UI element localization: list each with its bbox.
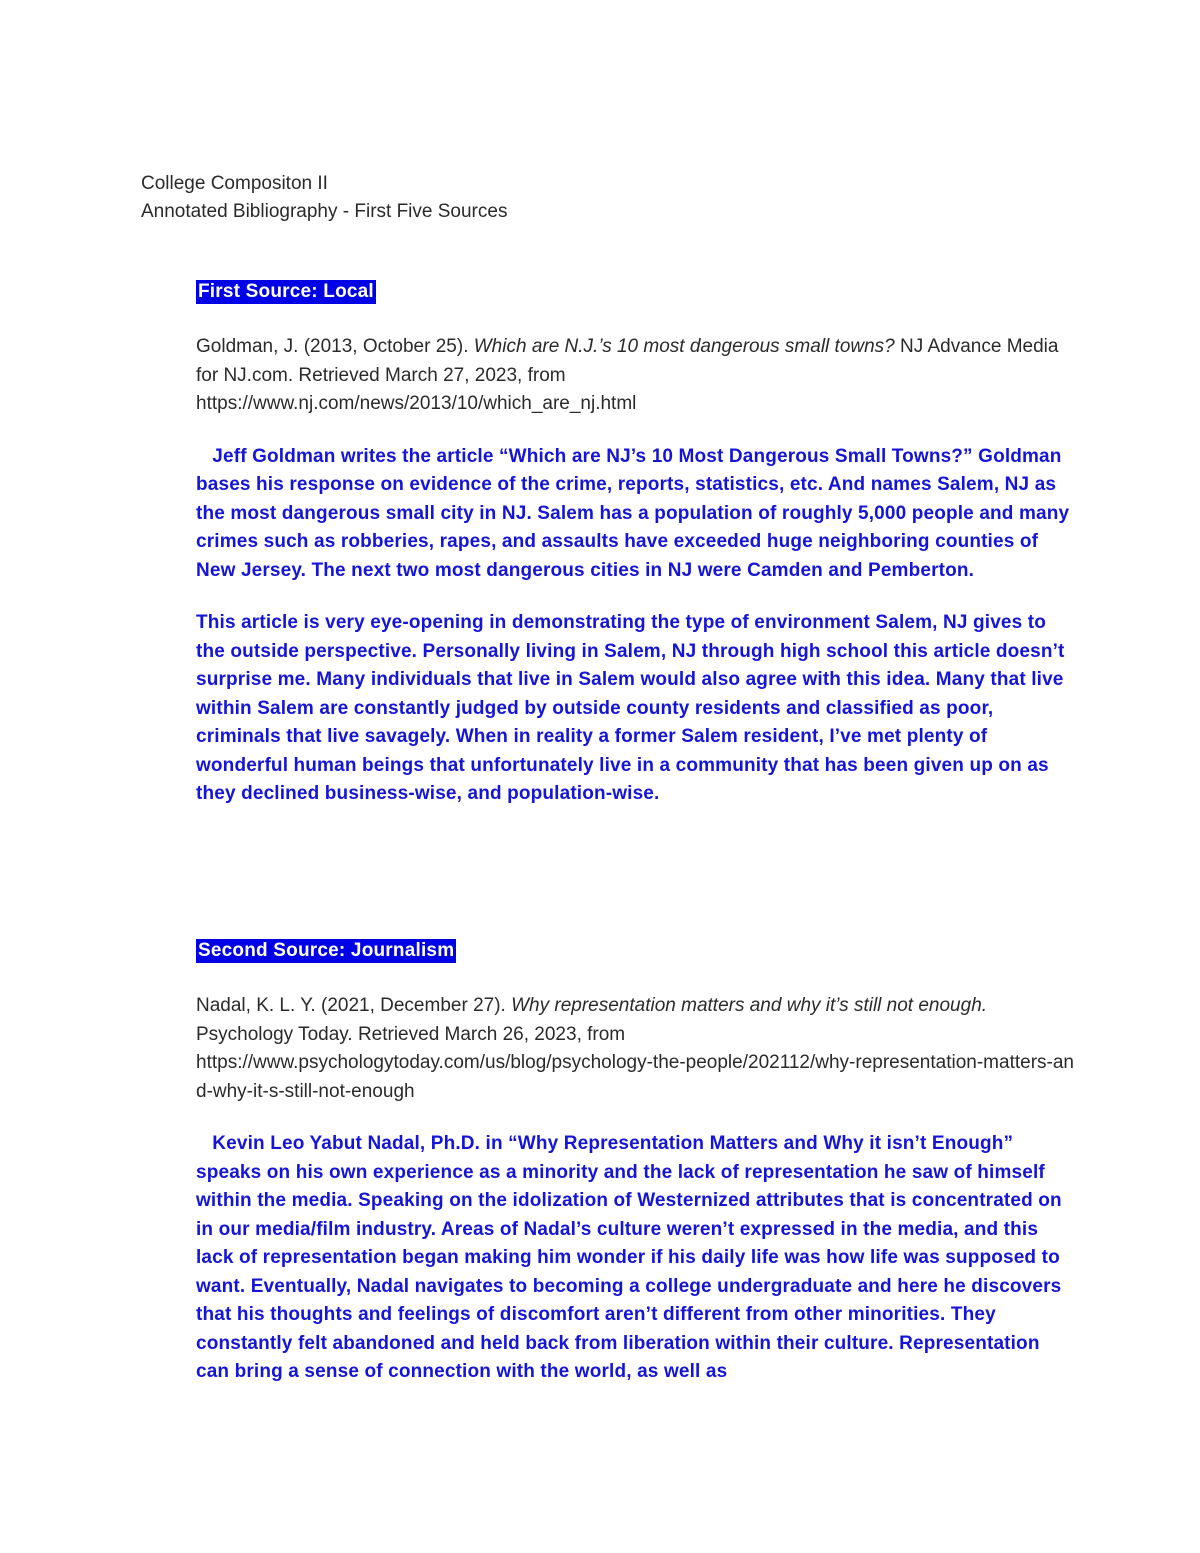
source-2-summary: Kevin Leo Yabut Nadal, Ph.D. in “Why Representation Matters and Why it isn’t Enough” speaks on his own experience as a minority and the lack of representation he saw of himself within the media. Speaking on the idolization of Westernized attributes that is concentrated on in our media/film industry. Areas of Nadal’s culture weren’t expressed in the media, and this lack of representation began making him wonder if his daily life was how life was supposed to want. Eventually, Nadal navigates to becoming a college undergraduate and here he discovers that his thoughts and feelings of discomfort aren’t different from other minorities. They constantly felt abandoned and held back from liberation within their culture. Representation can bring a sense of connection with the world, as well as (196, 1133, 1062, 1382)
source-1-heading: First Source: Local (198, 281, 374, 302)
source-1-summary: Jeff Goldman writes the article “Which are NJ’s 10 Most Dangerous Small Towns?” Goldman bases his response on evidence of the crime, reports, statistics, etc. And names Salem, NJ as the most dangerous small city in NJ. Salem has a population of roughly 5,000 people and many crimes such as robberies, rapes, and assaults have exceeded huge neighboring counties of New Jersey. The next two most dangerous cities in NJ were Camden and Pemberton. (196, 445, 1070, 581)
source-2-citation (196, 992, 1076, 1106)
source-1-url: https://www.nj.com/news/2013/10/which_are_nj.html (196, 393, 637, 414)
source-2-title: Why representation matters and why it’s still not enough. (511, 995, 988, 1016)
source-1-publisher: NJ Advance Media for NJ.com. Retrieved March 27, 2023, from (196, 336, 1059, 386)
source-2 (196, 939, 1076, 1387)
source-1-title: Which are N.J.’s 10 most dangerous small towns? (473, 336, 895, 357)
source-1 (196, 280, 1076, 809)
source-1-reflection: This article is very eye-opening in demonstrating the type of environment Salem, NJ gives to the outside perspective. Personally living in Salem, NJ through high school this article doesn’t surprise me. Many individuals that live in Salem would also agree with this idea. Many that live within Salem are constantly judged by outside county residents and classified as poor, criminals that live savagely. When in reality a former Salem resident, I’ve met plenty of wonderful human beings that unfortunately live in a community that has been given up on as they declined business-wise, and population-wise. (196, 612, 1065, 804)
assignment-title: Annotated Bibliography - First Five Sources (141, 201, 508, 222)
source-2-author-date: Nadal, K. L. Y. (2021, December 27). (196, 995, 512, 1016)
source-1-author-date: Goldman, J. (2013, October 25). (196, 336, 474, 357)
source-2-url: https://www.psychologytoday.com/us/blog/psychology-the-people/202112/why-representation-matters-and-why-it-s-still-not-enough (196, 1052, 1074, 1102)
source-2-publisher: Psychology Today. Retrieved March 26, 2023, from (196, 1023, 626, 1045)
course-title: College Compositon II (141, 173, 328, 194)
document-header (141, 170, 507, 226)
source-2-heading: Second Source: Journalism (198, 940, 455, 961)
source-1-citation (196, 333, 1076, 419)
